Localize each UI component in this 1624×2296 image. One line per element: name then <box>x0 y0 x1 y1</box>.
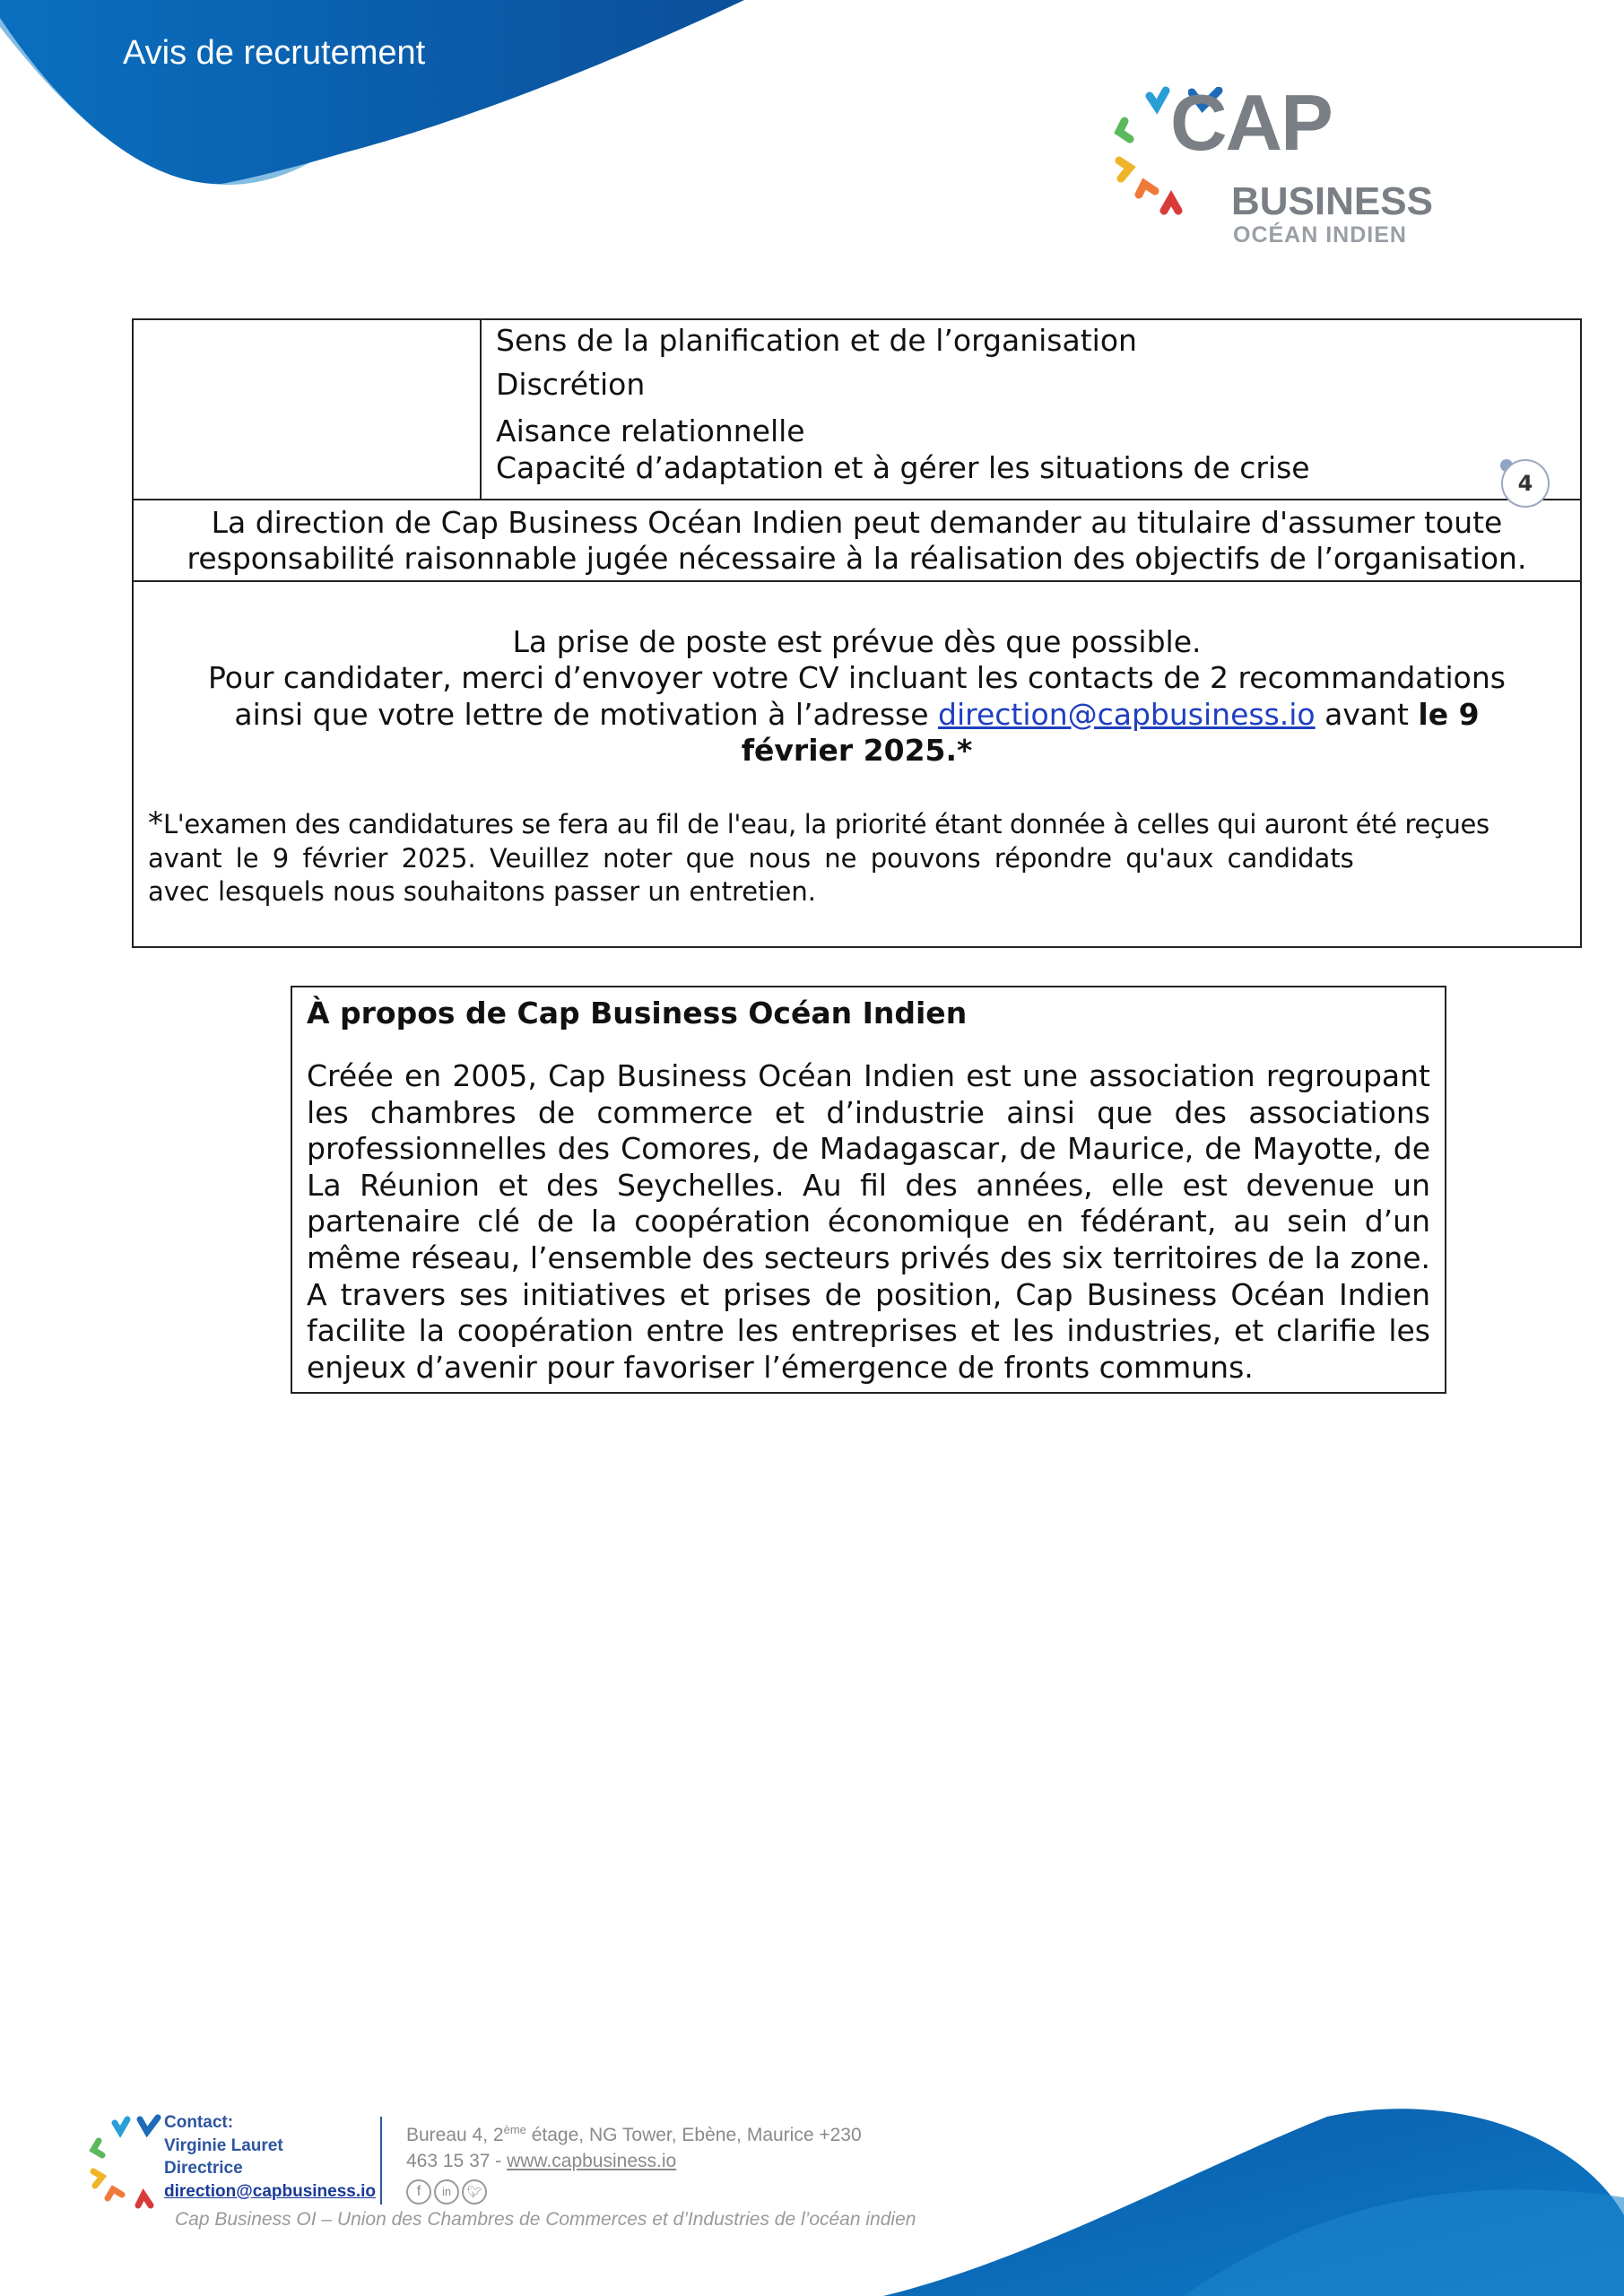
footer-social <box>406 2177 862 2205</box>
footer-contact-label: Contact: <box>164 2113 234 2132</box>
footnote-line: avec lesquels nous souhaitons passer un entretien. <box>148 876 816 907</box>
footnote-asterisk: * <box>148 805 163 841</box>
footer-address-text: étage, NG Tower, Ebène, Maurice +230 <box>525 2125 862 2145</box>
application-email-link[interactable]: direction@capbusiness.io <box>938 697 1316 732</box>
footer-contact-name: Virginie Lauret <box>164 2135 283 2155</box>
company-logo <box>1112 78 1433 256</box>
about-body: Créée en 2005, Cap Business Océan Indien est une association regroupant les chambres de commerce et d’industrie ainsi que des associations professionnelles des Comores, de Madagascar, de Maurice, de Mayotte, de La Réunion et des Seychelles. Au fil des années, elle est devenue un partenaire clé de la coopération économique en fédérant, au sein d’un même réseau, l’ensemble des secteurs privés des six territoires de la zone. A travers ses initiatives et prises de position, Cap Business Océan Indien facilite la coopération entre les entreprises et les industries, et clarifie les enjeux d’avenir pour favoriser l’émergence de fronts communs. <box>307 1057 1430 1386</box>
footnote-line: L'examen des candidatures se fera au fil de l'eau, la priorité étant donnée à celles qui auront été reçues <box>163 809 1489 839</box>
table-divider <box>134 499 1580 500</box>
deadline-text: février 2025.* <box>741 733 973 768</box>
quality-item: Discrétion <box>496 367 646 402</box>
quality-item: Sens de la planification et de l’organisation <box>496 323 1137 358</box>
application-text: ainsi que votre lettre de motivation à l’adresse <box>234 697 938 732</box>
facebook-icon[interactable]: f <box>406 2179 431 2205</box>
application-text: avant <box>1315 697 1419 732</box>
application-line: Pour candidater, merci d’envoyer votre CV incluant les contacts de 2 recommandations <box>208 660 1506 695</box>
footnote <box>148 804 1489 843</box>
footer-address <box>406 2117 862 2205</box>
footer-phone: 463 15 37 - <box>406 2151 508 2171</box>
twitter-icon[interactable]: 🐦︎ <box>462 2179 487 2205</box>
footer-website-link[interactable]: www.capbusiness.io <box>507 2151 677 2171</box>
page-number-badge: 4 <box>1501 459 1550 508</box>
footer-contact-email-link[interactable]: direction@capbusiness.io <box>164 2181 377 2201</box>
logo-cap-text: CAP <box>1170 78 1332 167</box>
table-divider <box>480 320 482 500</box>
header-title: Avis de recrutement <box>123 34 426 72</box>
logo-business-text: BUSINESS <box>1231 179 1433 223</box>
table-divider <box>134 580 1580 582</box>
application-line <box>134 697 1580 733</box>
direction-note-line: responsabilité raisonnable jugée nécessaire à la réalisation des objectifs de l’organisation. <box>187 541 1527 576</box>
about-box <box>291 986 1446 1394</box>
quality-item: Capacité d’adaptation et à gérer les situations de crise <box>496 450 1310 485</box>
footer-tagline: Cap Business OI – Union des Chambres de Commerces et d’Industries de l’océan indien <box>175 2209 916 2230</box>
application-line: La prise de poste est prévue dès que possible. <box>512 624 1202 659</box>
footer-address-text: Bureau 4, 2 <box>406 2125 504 2145</box>
logo-ocean-text: OCÉAN INDIEN <box>1233 222 1407 248</box>
footer-address-sup: ème <box>503 2123 526 2136</box>
footer-contact-role: Directrice <box>164 2159 243 2178</box>
footer-contact <box>164 2111 376 2203</box>
header-wave <box>0 0 744 184</box>
linkedin-icon[interactable]: in <box>434 2179 459 2205</box>
direction-note-line: La direction de Cap Business Océan Indien peut demander au titulaire d'assumer toute <box>211 505 1503 540</box>
footer-logo-icon <box>88 2112 161 2211</box>
footer-divider <box>380 2117 382 2205</box>
quality-item: Aisance relationnelle <box>496 413 805 448</box>
deadline-text: le 9 <box>1418 697 1480 732</box>
about-title: À propos de Cap Business Océan Indien <box>307 996 968 1031</box>
footnote-line: avant le 9 février 2025. Veuillez noter que nous ne pouvons répondre qu'aux candidats <box>148 843 1354 874</box>
